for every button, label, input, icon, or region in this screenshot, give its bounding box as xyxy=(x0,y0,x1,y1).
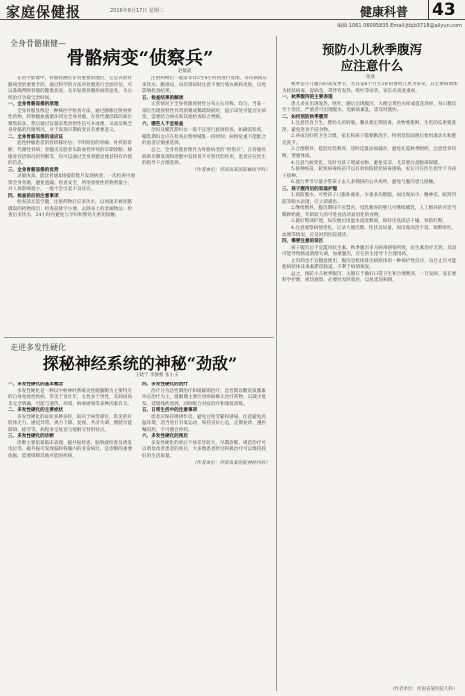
paragraph: 秋季是小儿腹泻的高发季节，尤其是6个月至2岁的婴幼儿更为多见，其主要病原体为轮状病毒，起病急，常伴有发热、呕吐等症状，家长应高度重视。 xyxy=(282,82,458,94)
subheading: 三、全身骨骼显像的优势 xyxy=(8,167,59,173)
paragraph: 检查前无需空腹，注射药物后应多饮水，以加速未被骨骼摄取的药物排出；检查前排空小便，去除身上的金属物品；检查后多饮水，24小时内避免与孕妇和婴幼儿密切接触。 xyxy=(8,200,133,219)
subheading: 六、多发性硬化的预后 xyxy=(142,434,188,440)
dateline: 2016年8月17日 星期三 xyxy=(110,8,164,14)
subheading: 五、检查结果的解读 xyxy=(142,95,184,101)
subheading: 三、孩子腹泻后的家庭护理 xyxy=(282,186,338,192)
masthead: 家庭保健报 xyxy=(6,5,81,21)
page-number: 43 xyxy=(428,0,458,20)
article3-headline-line1: 预防小儿秋季腹泻 xyxy=(321,42,422,57)
subheading: 四、需要注意的误区 xyxy=(282,239,324,245)
author-note: （作者单位：河南省某医院神经内科） xyxy=(191,460,270,466)
paragraph: 孩子腹泻后不宜滥用抗生素，秋季腹泻多为病毒感染所致，抗生素治疗无效，反而可能导致肠道菌群失调，加重腹泻，应在医生指导下合理用药。 xyxy=(282,245,457,258)
paragraph: 3.合理喂养，提倡母乳喂养，适时适量添加辅食，避免在夏秋季断奶，注意营养均衡，增强体质。 xyxy=(282,147,457,160)
paragraph: 患者应保持规律作息，避免过度劳累和感染，注意避免高温环境，适当进行有氧运动，保持良好心态，定期复诊，遵医嘱用药，不可擅自停药。 xyxy=(142,414,267,433)
article2-kicker: 走进多发性硬化 xyxy=(10,343,66,352)
subheading: 一、多发性硬化的基本概念 xyxy=(8,382,64,387)
paragraph: 6.流行季节尽量少带孩子去人多拥挤的公共场所，避免与腹泻患儿接触。 xyxy=(291,180,438,186)
paragraph: 诊断主要依靠临床表现、磁共振检查、脑脊液检查及诱发电位等，磁共振可发现脑和脊髓内的多发病灶，是诊断的重要依据，需要排除其他可能的疾病。 xyxy=(8,440,133,460)
paragraph: 2.继续喂养，腹泻期间不应禁食，母乳喂养的婴儿可继续哺乳，人工喂养的可适当稀释奶液，年龄较大的可进食清淡易消化的食物。 xyxy=(282,206,457,218)
paragraph: 2.养成良好的卫生习惯，家长和孩子都要勤洗手，特别是饭前便后要用流动水和肥皂洗手。 xyxy=(282,134,457,146)
subheading: 四、检查前后的注意事项 xyxy=(8,193,59,199)
section-name: 健康科普 xyxy=(360,5,409,19)
article2-headline: 探秘神经系统的神秘“劲敌” xyxy=(42,354,238,373)
author-note: （作者单位：河南省某医院核医学科） xyxy=(191,167,270,173)
paragraph: 正常情况下全身骨骼放射性分布左右对称、均匀，当某一部位出现放射性异常浓聚或稀疏缺损时，提示该处可能存在病变，需要结合病史和其他检查综合判断。 xyxy=(142,102,267,121)
article3-body xyxy=(282,82,460,682)
subheading: 四、多发性硬化的治疗 xyxy=(142,382,188,387)
editor-line: 编辑:1061 06095835 Email:jtbjb3718@aliyun.com xyxy=(337,23,462,29)
article2-byline: 王晓宁 李静雅 张小玉 xyxy=(135,373,179,378)
subheading: 一、全身骨骼显像的原理 xyxy=(8,102,59,108)
paragraph: 孕妇及哺乳期妇女一般不宜进行此项检查，如确需检查，哺乳期妇女应在检查后暂停哺乳一段时间；病情危重不能配合的患者应慎重选择。 xyxy=(142,128,267,147)
article1-column-1 xyxy=(8,76,136,332)
paragraph: 多发性硬化的症状多种多样，取决于病变部位，常见的有肢体无力、感觉异常、视力下降、复视、共济失调、膀胱功能障碍、疲劳等，病程多呈复发与缓解交替的特点。 xyxy=(8,414,133,433)
article1-column-2 xyxy=(142,76,270,332)
paragraph: 多发性硬化是一种以中枢神经系统炎性脱髓鞘为主要特点的自身免疫性疾病，常见于青壮年，女性多于男性，其病因尚未完全明确，可能与遗传、环境、病毒感染等多种因素有关。 xyxy=(8,388,133,407)
subheading: 五、日常生活中的注意事项 xyxy=(142,408,198,414)
page-header xyxy=(0,0,465,20)
article2-column-2 xyxy=(142,382,270,690)
article1-headline: 骨骼病变“侦察兵” xyxy=(66,48,214,69)
paragraph: 5.接种疫苗，轮状病毒疫苗可以有效预防轮状病毒感染，家长可在医生指导下为孩子接种。 xyxy=(282,167,457,179)
article3-headline-line2: 应注意什么 xyxy=(340,58,404,73)
subheading: 二、如何预防秋季腹泻 xyxy=(282,114,328,120)
paragraph: 4.注意气候变化，及时为孩子增减衣物，避免受凉，尤其要注意腹部保暖。 xyxy=(291,160,443,166)
paragraph: 3.做好臀部护理，每次便后用温水清洗臀部，保持皮肤清洁干燥，预防红臀。 xyxy=(291,219,447,225)
subheading: 二、全身骨骼显像的适应证 xyxy=(8,134,64,140)
paragraph: 注射药物后一般需等待2至4小时再进行显像，等待期间应多饮水、勤排尿，每次排尿时注意不要污染衣裤和皮肤，以免影响检查结果。 xyxy=(142,76,268,95)
column-divider xyxy=(276,36,277,691)
paragraph: 多发性硬化的预后个体差异较大，早期诊断、规范治疗可以明显改善患者的预后，大多数患者经过积极治疗可以维持较好的生活质量。 xyxy=(142,440,267,460)
article3-author: （作者单位：河南省某医院儿科） xyxy=(390,687,458,692)
paragraph: 4.注意观察病情变化，记录大便次数、性状及尿量，如出现高热不退、频繁呕吐、血便等情况，应及时到医院就诊。 xyxy=(282,226,457,238)
paragraph: 灵敏度高，能比普通X线提前数月发现病变；一次检查可观察全身骨骼，避免遗漏；检查安全，所用放射性药物剂量小，对人体影响很小，一般不会引起不良反应。 xyxy=(8,174,136,193)
article-divider xyxy=(4,337,274,338)
paragraph: 患儿多先出现发热、呕吐，随后出现腹泻，大便呈黄色水样或蛋花汤样，每日数次至十余次，严重者可出现脱水、电解质紊乱，需及时就医。 xyxy=(282,101,457,114)
subheading: 六、哪些人不宜检查 xyxy=(142,121,184,127)
paragraph: 1.预防脱水，可给孩子口服补液盐，少量多次喂服，如出现尿少、精神差、眼窝凹陷等脱水表现，应立即就医。 xyxy=(282,193,457,205)
article1-kicker: 全身骨骼康健— xyxy=(10,39,66,48)
paragraph: 总之，预防小儿秋季腹泻，关键在于做好日常卫生和合理喂养，一旦发病，家长要科学护理，密切观察，必要时及时就医，以免延误病情。 xyxy=(282,271,457,284)
paragraph: 止泻药也不宜随意使用，腹泻是机体排出病原体的一种保护性反应，盲目止泻可能使病原体及毒素滞留肠道，不利于病情恢复。 xyxy=(282,258,457,271)
subheading: 一、秋季腹泻的主要表现 xyxy=(282,95,333,101)
subheading: 三、多发性硬化的诊断 xyxy=(8,434,54,440)
paragraph: 治疗分为急性期治疗和缓解期治疗，急性期以糖皮质激素冲击治疗为主，缓解期主要应用疾病修正治疗药物，以减少复发、延缓残疾进展，同时配合对症治疗和康复训练。 xyxy=(142,388,267,407)
article2-column-1 xyxy=(8,382,136,690)
paragraph: 恶性肿瘤患者的骨转移评估；不明原因的骨痛；骨折的诊断；代谢性骨病；骨髓炎及股骨头缺血性坏死的早期诊断；移植骨存活情况的判断等，均可以通过全身骨骼显像获得有价值的信息。 xyxy=(8,141,133,167)
paragraph: 1.注意饮食卫生，婴幼儿的奶瓶、餐具要定期消毒，食物要新鲜，生吃的瓜果要洗净，避免进食不洁食物。 xyxy=(282,121,457,133)
article1-byline: 赵敏霞 xyxy=(178,69,192,74)
subheading: 二、多发性硬化的主要症状 xyxy=(8,408,64,414)
paragraph: 在医学影像中，骨骼检测有非常重要的地位，它是识别骨骼病变的重要手段，通过科学的方法对骨骼进行全面评估，可以准确判断骨骼的健康状况，及早发现骨骼疾病的征兆，为后续治疗争取宝贵时间。 xyxy=(8,76,133,101)
article3-byline: 张燕 xyxy=(366,75,375,80)
paragraph: 全身骨骼显像是一种核医学检查方法，通过静脉注射放射性药物，药物随血液循环到达全身骨骼，在骨代谢活跃的部位聚集较多，然后通过仪器采集放射性信号并成像，从而反映全身骨骼的代谢情况，对于发现早期病变具有重要意义。 xyxy=(8,108,133,134)
paragraph: 总之，全身骨骼显像作为骨骼病变的“侦察兵”，在骨骼疾病的早期发现和诊断中发挥着不可替代的作用，患者应在医生的指导下合理选择。 xyxy=(142,148,267,167)
